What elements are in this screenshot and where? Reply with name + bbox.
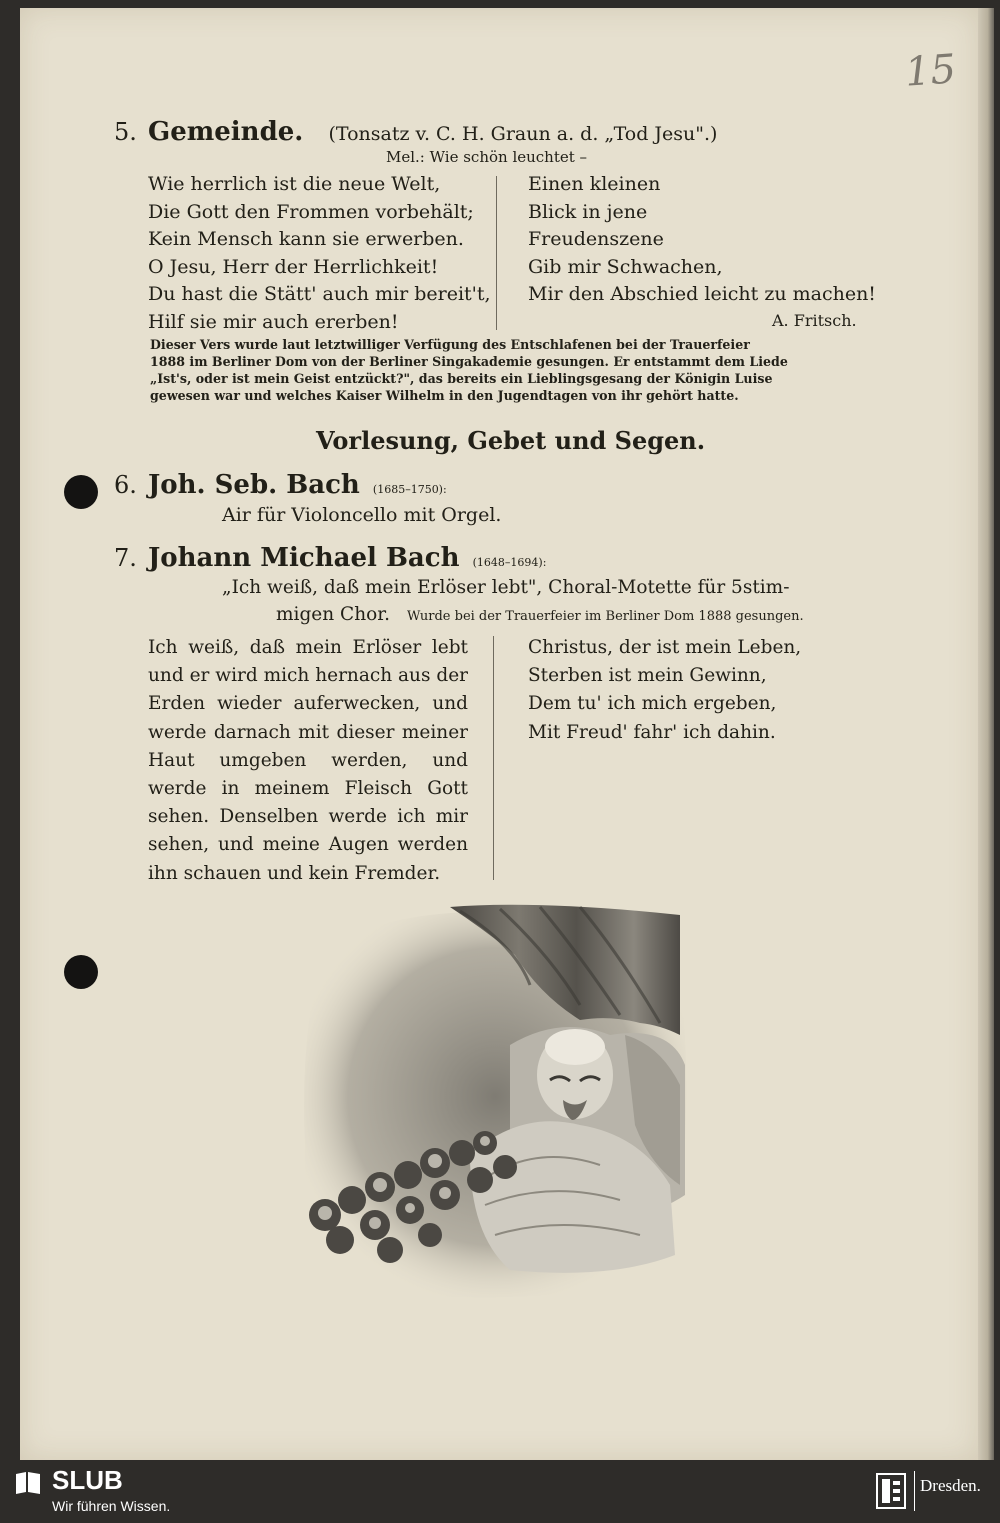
note-line: 1888 im Berliner Dom von der Berliner Singakademie gesungen. Er entstammt dem Liede bbox=[150, 354, 788, 369]
verse-line: Wie herrlich ist die neue Welt, bbox=[148, 173, 441, 195]
slub-logo: SLUB bbox=[52, 1465, 123, 1495]
column-divider bbox=[496, 176, 497, 330]
text-line: Dem tu' ich mich ergeben, bbox=[528, 693, 777, 715]
text-line: Christus, der ist mein Leben, bbox=[528, 637, 802, 658]
section7-text-left: Ich weiß, daß mein Erlöser lebt und er wird mich hernach aus der Erden wieder auferwecken, und werde darnach mit dieser meiner Haut umgeben werden, und werde in meinem Fleisch Gott sehen. Denselben werde ich mir sehen, und meine Augen werden ihn schauen und kein Fremder. bbox=[148, 637, 468, 884]
section7-heading bbox=[114, 543, 546, 573]
text-line: Mit Freud' fahr' ich dahin. bbox=[528, 721, 776, 743]
section6-number: 6. bbox=[114, 471, 137, 499]
section5-melody: Mel.: Wie schön leuchtet – bbox=[386, 148, 588, 166]
note-line: „Ist's, oder ist mein Geist entzückt?", das bereits ein Lieblingsgesang der Königin Luise bbox=[150, 371, 773, 386]
verse-line: Hilf sie mir auch ererben! bbox=[148, 310, 399, 333]
section6-dates: (1685–1750): bbox=[372, 483, 447, 496]
punch-hole-bottom bbox=[64, 955, 98, 989]
section5-verse-right bbox=[528, 171, 876, 309]
verse-line: Einen kleinen bbox=[528, 173, 661, 195]
note-line: Dieser Vers wurde laut letztwilliger Verfügung des Entschlafenen bei der Trauerfeier bbox=[150, 337, 750, 352]
dresden-logo: Dresden. bbox=[920, 1476, 981, 1495]
interlude-heading: Vorlesung, Gebet und Segen. bbox=[316, 426, 706, 455]
section5-number: 5. bbox=[114, 118, 137, 146]
verse-line: O Jesu, Herr der Herrlichkeit! bbox=[148, 255, 439, 278]
deathbed-illustration bbox=[280, 895, 700, 1305]
section6-title: Joh. Seb. Bach bbox=[148, 470, 360, 500]
note-line: gewesen war und welches Kaiser Wilhelm in den Jugendtagen von ihr gehört hatte. bbox=[150, 388, 739, 403]
footer-bar bbox=[0, 1461, 1000, 1523]
book-icon bbox=[14, 1470, 42, 1496]
dresden-crest-icon bbox=[876, 1473, 906, 1509]
verse-line: Du hast die Stätt' auch mir bereit't, bbox=[148, 283, 491, 305]
footer-divider bbox=[914, 1471, 915, 1511]
section7-piece-line1: „Ich weiß, daß mein Erlöser lebt", Choral-Motette für 5stim- bbox=[222, 577, 790, 598]
page-number: 15 bbox=[903, 46, 958, 96]
section5-heading bbox=[114, 117, 717, 147]
verse-line: Mir den Abschied leicht zu machen! bbox=[528, 283, 876, 305]
section5-note bbox=[150, 336, 788, 404]
verse-line: Die Gott den Frommen vorbehält; bbox=[148, 200, 474, 223]
text-line: Sterben ist mein Gewinn, bbox=[528, 665, 767, 687]
section7-piece-line2: migen Chor. bbox=[276, 604, 390, 625]
verse-line: Gib mir Schwachen, bbox=[528, 255, 723, 278]
verse-line: Blick in jene bbox=[528, 200, 648, 223]
slub-tagline: Wir führen Wissen. bbox=[52, 1498, 171, 1514]
verse-line: Freudenszene bbox=[528, 228, 664, 250]
section7-title: Johann Michael Bach bbox=[148, 543, 460, 573]
section7-number: 7. bbox=[114, 544, 137, 572]
punch-hole-top bbox=[64, 475, 98, 509]
section5-verse-left bbox=[148, 171, 491, 336]
section5-subtitle: (Tonsatz v. C. H. Graun a. d. „Tod Jesu".) bbox=[328, 123, 718, 145]
section7-piece-note: Wurde bei der Trauerfeier im Berliner Dom 1888 gesungen. bbox=[407, 609, 804, 624]
verse-line: Kein Mensch kann sie erwerben. bbox=[148, 228, 464, 250]
page-edge bbox=[978, 8, 994, 1460]
section5-title: Gemeinde. bbox=[148, 117, 304, 147]
section7-piece-line2-row bbox=[276, 604, 804, 625]
section5-author: A. Fritsch. bbox=[772, 311, 857, 330]
section7-text-right bbox=[528, 634, 801, 747]
section6-heading bbox=[114, 470, 447, 500]
section7-dates: (1648–1694): bbox=[472, 556, 547, 569]
column-divider bbox=[493, 636, 494, 880]
section6-piece: Air für Violoncello mit Orgel. bbox=[222, 504, 502, 526]
